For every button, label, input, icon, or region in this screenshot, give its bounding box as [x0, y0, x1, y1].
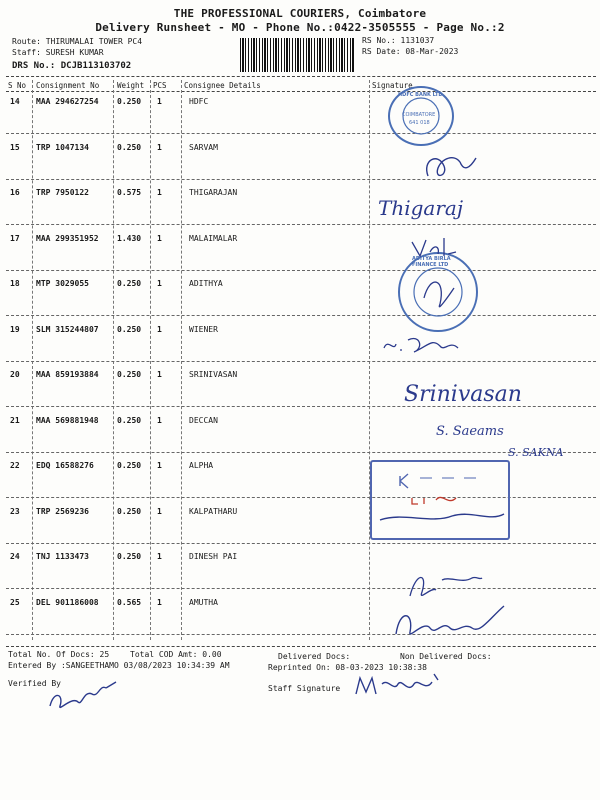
row-consignee: ADITHYA	[189, 279, 223, 288]
aditya-seal-text: ADITYA BIRLA FINANCE LTD	[412, 256, 451, 268]
row-consignee: THIGARAJAN	[189, 188, 238, 197]
col-consignment: Consignment No	[36, 81, 100, 90]
row-weight: 0.250	[117, 461, 142, 470]
row-weight: 0.250	[117, 142, 142, 152]
row-consignee: HDFC	[189, 97, 209, 106]
row-sno: 14	[10, 97, 20, 106]
header-divider	[6, 76, 596, 77]
rs-number: RS No.: 1131037	[362, 36, 435, 45]
row-consignment: MAA 299351952	[36, 233, 99, 243]
row-consignment: TNJ 1133473	[36, 552, 89, 561]
signature-row21b: S. SAKNA	[508, 446, 564, 459]
row-pcs: 1	[157, 370, 162, 379]
hdfc-seal-city: COIMBATORE	[402, 112, 436, 118]
row-sno: 20	[10, 370, 20, 379]
row-consignment: MAA 294627254	[36, 97, 99, 106]
row-consignee: DECCAN	[189, 415, 218, 425]
table-row	[0, 325, 600, 370]
row-weight: 0.250	[117, 324, 142, 334]
row-weight: 0.250	[117, 370, 142, 379]
row-weight: 0.250	[117, 552, 142, 561]
row-pcs: 1	[157, 506, 162, 516]
row-divider	[6, 270, 596, 271]
footer-divider	[6, 646, 596, 647]
non-delivered-docs: Non Delivered Docs:	[400, 652, 492, 661]
table-row	[0, 598, 600, 643]
row-consignment: TRP 7950122	[36, 188, 89, 197]
table-row	[0, 461, 600, 506]
row-consignment: EDQ 16588276	[36, 461, 94, 470]
row-consignment: MTP 3029055	[36, 279, 89, 288]
table-row	[0, 97, 600, 142]
col-sno: S No	[8, 81, 27, 90]
row-pcs: 1	[157, 461, 162, 470]
row-consignee: AMUTHA	[189, 597, 218, 607]
row-pcs: 1	[157, 97, 162, 106]
hdfc-seal	[388, 86, 454, 146]
signature-row17	[408, 236, 458, 260]
table-row	[0, 234, 600, 279]
hdfc-seal-pin: 641 018	[409, 120, 430, 126]
row-weight: 0.250	[117, 506, 142, 516]
staff-signature-label: Staff Signature	[268, 684, 341, 693]
aditya-seal	[398, 252, 478, 332]
signature-row25	[390, 598, 510, 646]
row-divider	[6, 361, 596, 362]
receipt-stamp-marks	[372, 462, 508, 538]
col-weight: Weight	[117, 81, 145, 90]
row-divider	[6, 224, 596, 225]
row-consignment: TRP 1047134	[36, 142, 89, 152]
row-pcs: 1	[157, 233, 162, 243]
row-pcs: 1	[157, 188, 162, 197]
row-sno: 25	[10, 597, 20, 607]
row-weight: 0.250	[117, 279, 142, 288]
total-cod: Total COD Amt: 0.00	[130, 650, 222, 659]
row-weight: 0.250	[117, 415, 142, 425]
drs-number: DRS No.: DCJB113103702	[12, 61, 132, 71]
row-divider	[6, 179, 596, 180]
signature-row19	[380, 330, 470, 360]
row-sno: 24	[10, 552, 20, 561]
rs-date: RS Date: 08-Mar-2023	[362, 47, 459, 56]
staff-signature-mark	[350, 670, 450, 704]
row-consignment: MAA 859193884	[36, 370, 99, 379]
row-consignee: SARVAM	[189, 142, 218, 152]
row-consignee: SRINIVASAN	[189, 370, 238, 379]
hdfc-seal-text: HDFC BANK LTD	[398, 92, 443, 98]
table-row	[0, 507, 600, 552]
row-sno: 17	[10, 233, 20, 243]
row-pcs: 1	[157, 552, 162, 561]
row-pcs: 1	[157, 142, 162, 152]
staff-label: Staff: SURESH KUMAR	[12, 48, 104, 57]
table-row	[0, 143, 600, 188]
row-weight: 0.250	[117, 97, 142, 106]
row-consignment: SLM 315244807	[36, 324, 99, 334]
row-consignee: MALAIMALAR	[189, 233, 238, 243]
signature-row21: S. Saeams	[436, 424, 504, 439]
route-label: Route: THIRUMALAI TOWER PC4	[12, 37, 143, 46]
reprinted-on: Reprinted On: 08-03-2023 10:38:38	[268, 663, 427, 672]
row-consignee: DINESH PAI	[189, 552, 238, 561]
col-signature: Signature	[372, 81, 413, 90]
row-consignee: ALPHA	[189, 461, 214, 470]
row-sno: 21	[10, 415, 20, 425]
signature-row16: Thigaraj	[378, 196, 464, 220]
row-pcs: 1	[157, 279, 162, 288]
row-weight: 0.565	[117, 597, 142, 607]
row-sno: 23	[10, 506, 20, 516]
barcode	[240, 38, 354, 72]
delivered-docs: Delivered Docs:	[278, 652, 351, 661]
row-consignee: WIENER	[189, 324, 218, 334]
company-title: THE PROFESSIONAL COURIERS, Coimbatore	[173, 7, 427, 20]
column-divider	[6, 91, 596, 92]
table-row	[0, 279, 600, 324]
row-pcs: 1	[157, 597, 162, 607]
receipt-stamp	[370, 460, 510, 540]
runsheet-title: Delivery Runsheet - MO - Phone No.:0422-3505555 - Page No.:2	[95, 21, 505, 34]
signature-row15	[420, 148, 480, 184]
entered-by: Entered By :SANGEETHAMO 03/08/2023 10:34:39 AM	[8, 661, 230, 670]
row-consignment: TRP 2569236	[36, 506, 89, 516]
verified-signature	[44, 676, 124, 716]
col-pcs: PCS	[153, 81, 167, 90]
row-sno: 15	[10, 142, 20, 152]
row-pcs: 1	[157, 415, 162, 425]
row-consignment: DEL 901186008	[36, 597, 99, 607]
row-sno: 16	[10, 188, 20, 197]
row-consignee: KALPATHARU	[189, 506, 238, 516]
row-divider	[6, 315, 596, 316]
row-divider	[6, 133, 596, 134]
signature-row20: Srinivasan	[404, 382, 522, 407]
row-divider	[6, 543, 596, 544]
total-docs: Total No. Of Docs: 25	[8, 650, 110, 659]
table-row	[0, 188, 600, 233]
row-weight: 1.430	[117, 233, 142, 243]
table-row	[0, 552, 600, 597]
row-sno: 18	[10, 279, 20, 288]
col-consignee: Consignee Details	[184, 81, 261, 90]
row-pcs: 1	[157, 324, 162, 334]
row-sno: 22	[10, 461, 20, 470]
verified-by: Verified By	[8, 679, 61, 688]
row-sno: 19	[10, 324, 20, 334]
row-divider	[6, 588, 596, 589]
row-consignment: MAA 569881948	[36, 415, 99, 425]
row-weight: 0.575	[117, 188, 142, 197]
